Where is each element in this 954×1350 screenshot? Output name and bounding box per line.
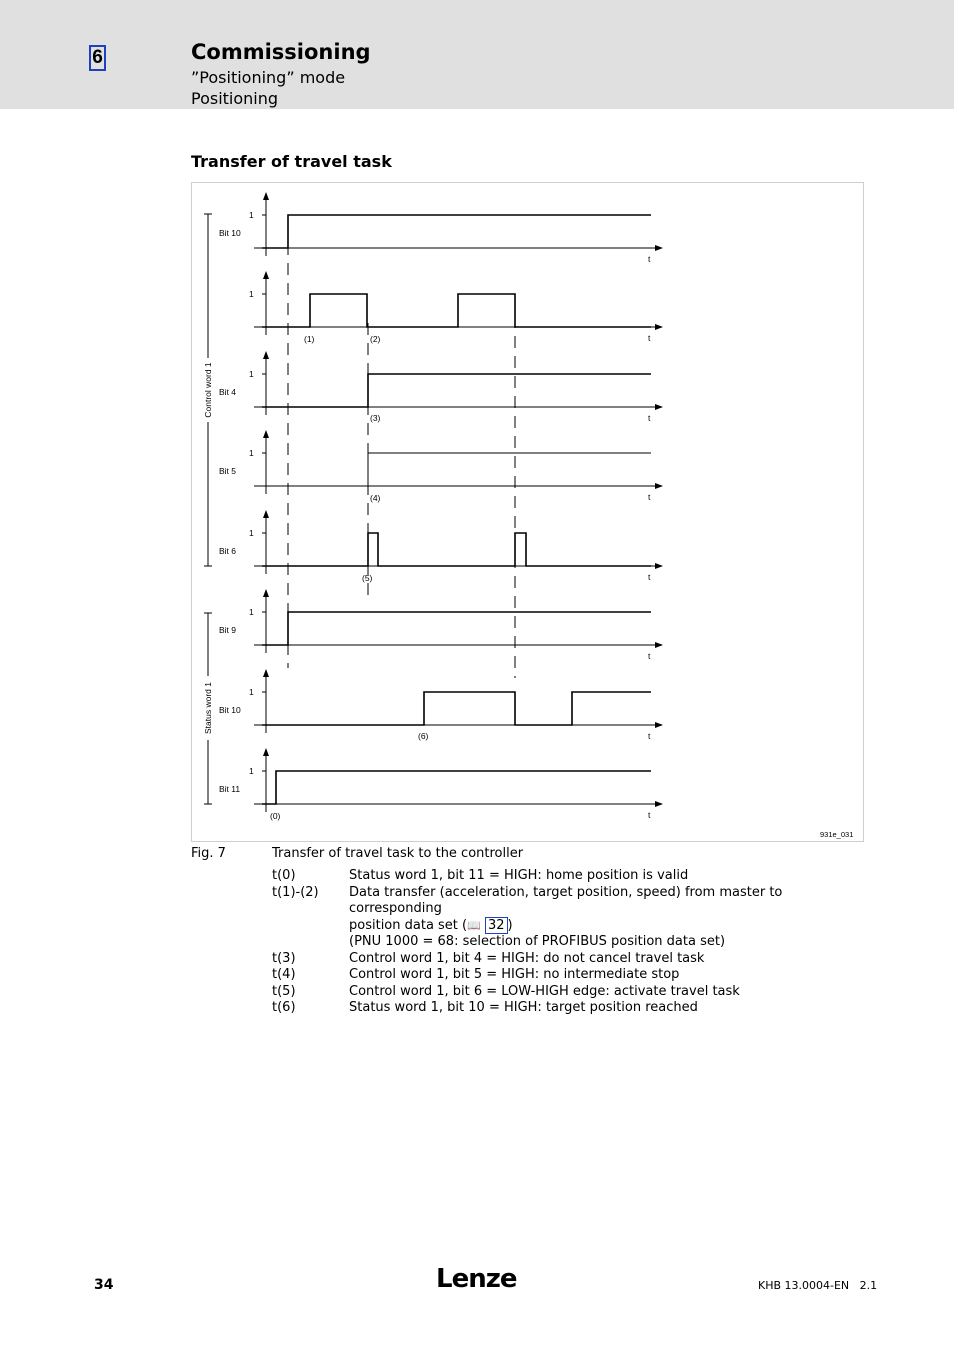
time-marker-label: (5) xyxy=(362,573,373,583)
legend-text xyxy=(349,918,872,935)
legend-text: Control word 1, bit 6 = LOW-HIGH edge: activate travel task xyxy=(349,983,740,999)
document-id: KHB 13.0004-EN 2.1 xyxy=(758,1279,878,1292)
high-level-label: 1 xyxy=(249,289,254,299)
time-axis-label: t xyxy=(648,413,651,423)
legend-key: t(3) xyxy=(272,950,296,966)
page-title: Commissioning xyxy=(191,40,371,64)
time-marker-label: (3) xyxy=(370,413,381,423)
legend-key: t(4) xyxy=(272,967,296,982)
signal-label: Bit 5 xyxy=(219,466,237,476)
legend-item xyxy=(272,934,872,951)
high-level-label: 1 xyxy=(249,369,254,379)
legend-text: (PNU 1000 = 68: selection of PROFIBUS position data set) xyxy=(349,934,726,949)
high-level-label: 1 xyxy=(249,607,254,617)
timing-diagram-frame xyxy=(191,182,864,842)
signal-label: Bit 6 xyxy=(219,546,237,556)
signal-waveform xyxy=(262,692,651,725)
high-level-label: 1 xyxy=(249,687,254,697)
signal-label: Bit 4 xyxy=(219,387,237,397)
signal-waveform xyxy=(262,453,651,486)
legend-key: t(6) xyxy=(272,1000,296,1015)
page-number: 34 xyxy=(94,1277,114,1293)
legend-text-part: position data set ( xyxy=(349,917,468,933)
time-axis-label: t xyxy=(648,810,651,820)
figure-caption: Transfer of travel task to the controller xyxy=(272,846,524,861)
section-title: Transfer of travel task xyxy=(191,152,392,171)
header-band xyxy=(0,0,954,109)
image-code-label: 931e_031 xyxy=(820,830,854,839)
time-marker-label: (2) xyxy=(370,334,381,344)
legend-key: t(0) xyxy=(272,868,296,883)
time-axis-label: t xyxy=(648,651,651,661)
high-level-label: 1 xyxy=(249,210,254,220)
legend-item xyxy=(272,1000,872,1017)
legend-item xyxy=(272,984,872,1001)
legend-item xyxy=(272,868,872,885)
signal-waveform xyxy=(262,294,651,327)
group-label: Status word 1 xyxy=(203,682,213,734)
signal-waveform xyxy=(262,215,651,248)
high-level-label: 1 xyxy=(249,766,254,776)
subtitle-mode: ”Positioning” mode xyxy=(191,68,346,87)
signal-waveform xyxy=(262,374,651,407)
high-level-label: 1 xyxy=(249,448,254,458)
legend-item xyxy=(272,918,872,935)
legend-text: Status word 1, bit 11 = HIGH: home position is valid xyxy=(349,868,689,883)
legend-text: Control word 1, bit 5 = HIGH: no intermediate stop xyxy=(349,967,680,982)
time-marker-label: (0) xyxy=(270,811,281,821)
legend-key: t(5) xyxy=(272,983,296,999)
signal-waveform xyxy=(262,533,651,566)
time-marker-label: (4) xyxy=(370,493,381,503)
signal-label: Bit 9 xyxy=(219,625,237,635)
time-axis-label: t xyxy=(648,492,651,502)
lenze-logo: Lenze xyxy=(436,1264,517,1294)
legend-list xyxy=(272,868,872,1017)
signal-label: Bit 10 xyxy=(219,228,241,238)
high-level-label: 1 xyxy=(249,528,254,538)
group-label: Control word 1 xyxy=(203,362,213,418)
book-icon: 📖 xyxy=(467,918,481,932)
time-marker-label: (6) xyxy=(418,731,429,741)
time-axis-label: t xyxy=(648,254,651,264)
signal-label: Bit 10 xyxy=(219,705,241,715)
legend-item xyxy=(272,967,872,984)
legend-text: Data transfer (acceleration, target position, speed) from master to corresponding xyxy=(349,884,783,916)
time-marker-label: (1) xyxy=(304,334,315,344)
time-axis-label: t xyxy=(648,572,651,582)
page-reference-link[interactable]: 32 xyxy=(485,917,508,934)
chapter-number[interactable]: 6 xyxy=(89,45,106,71)
time-axis-label: t xyxy=(648,333,651,343)
signal-waveform xyxy=(262,612,651,645)
signal-label: Bit 11 xyxy=(219,784,241,794)
signal-waveform xyxy=(262,771,651,804)
timing-diagram xyxy=(192,183,863,841)
time-axis-label: t xyxy=(648,731,651,741)
legend-text-part: ) xyxy=(507,917,513,933)
legend-item xyxy=(272,885,872,918)
figure-number: Fig. 7 xyxy=(191,846,226,861)
legend-text: Status word 1, bit 10 = HIGH: target position reached xyxy=(349,1000,698,1015)
legend-key: t(1)-(2) xyxy=(272,884,319,900)
subtitle-topic: Positioning xyxy=(191,89,279,108)
legend-item xyxy=(272,951,872,968)
legend-text: Control word 1, bit 4 = HIGH: do not cancel travel task xyxy=(349,950,705,966)
